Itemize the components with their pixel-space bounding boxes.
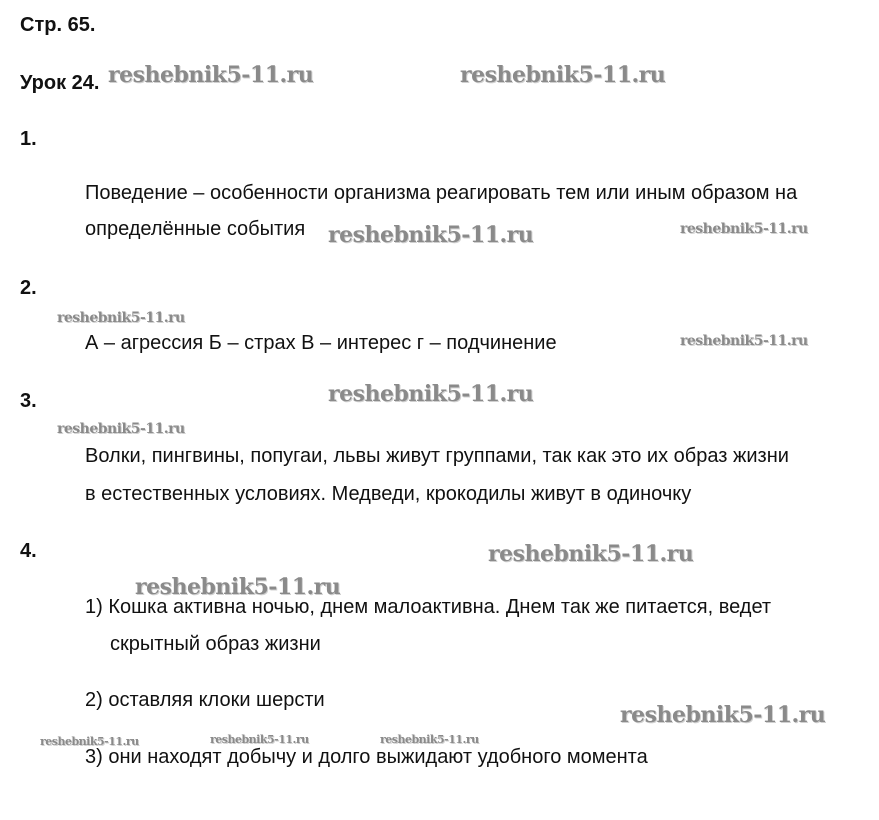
task-4-item-1-line-2: скрытный образ жизни — [110, 633, 321, 655]
watermark-logo: reshebnik5-11.ru — [620, 702, 826, 728]
task-number-4: 4. — [20, 540, 37, 562]
task-number-1: 1. — [20, 128, 37, 150]
watermark-logo: reshebnik5-11.ru — [135, 574, 341, 600]
watermark-logo: reshebnik5-11.ru — [57, 310, 185, 326]
page-number: Стр. 65. — [20, 14, 96, 36]
watermark-logo: reshebnik5-11.ru — [680, 221, 808, 237]
task-3-line-2: в естественных условиях. Медведи, крокодилы живут в одиночку — [85, 483, 692, 505]
task-2-line-1: А – агрессия Б – страх В – интерес г – подчинение — [85, 332, 557, 354]
watermark-logo: reshebnik5-11.ru — [328, 381, 534, 407]
watermark-logo: reshebnik5-11.ru — [680, 333, 808, 349]
watermark-logo: reshebnik5-11.ru — [488, 541, 694, 567]
task-3-line-1: Волки, пингвины, попугаи, львы живут группами, так как это их образ жизни — [85, 445, 789, 467]
task-1-line-2: определённые события — [85, 218, 306, 240]
watermark-logo: reshebnik5-11.ru — [460, 62, 666, 88]
task-number-2: 2. — [20, 277, 37, 299]
task-number-3: 3. — [20, 390, 37, 412]
task-4-item-3: 3) они находят добычу и долго выжидают удобного момента — [85, 746, 648, 768]
task-4-item-2: 2) оставляя клоки шерсти — [85, 689, 325, 711]
watermark-logo: reshebnik5-11.ru — [108, 62, 314, 88]
watermark-logo: reshebnik5-11.ru — [40, 735, 139, 748]
watermark-logo: reshebnik5-11.ru — [380, 733, 479, 746]
watermark-logo: reshebnik5-11.ru — [210, 733, 309, 746]
lesson-title: Урок 24. — [20, 72, 100, 94]
watermark-logo: reshebnik5-11.ru — [57, 421, 185, 437]
task-1-line-1: Поведение – особенности организма реагировать тем или иным образом на — [85, 182, 798, 204]
watermark-logo: reshebnik5-11.ru — [328, 222, 534, 248]
task-4-item-1-line-1: 1) Кошка активна ночью, днем малоактивна. Днем так же питается, ведет — [85, 596, 772, 618]
